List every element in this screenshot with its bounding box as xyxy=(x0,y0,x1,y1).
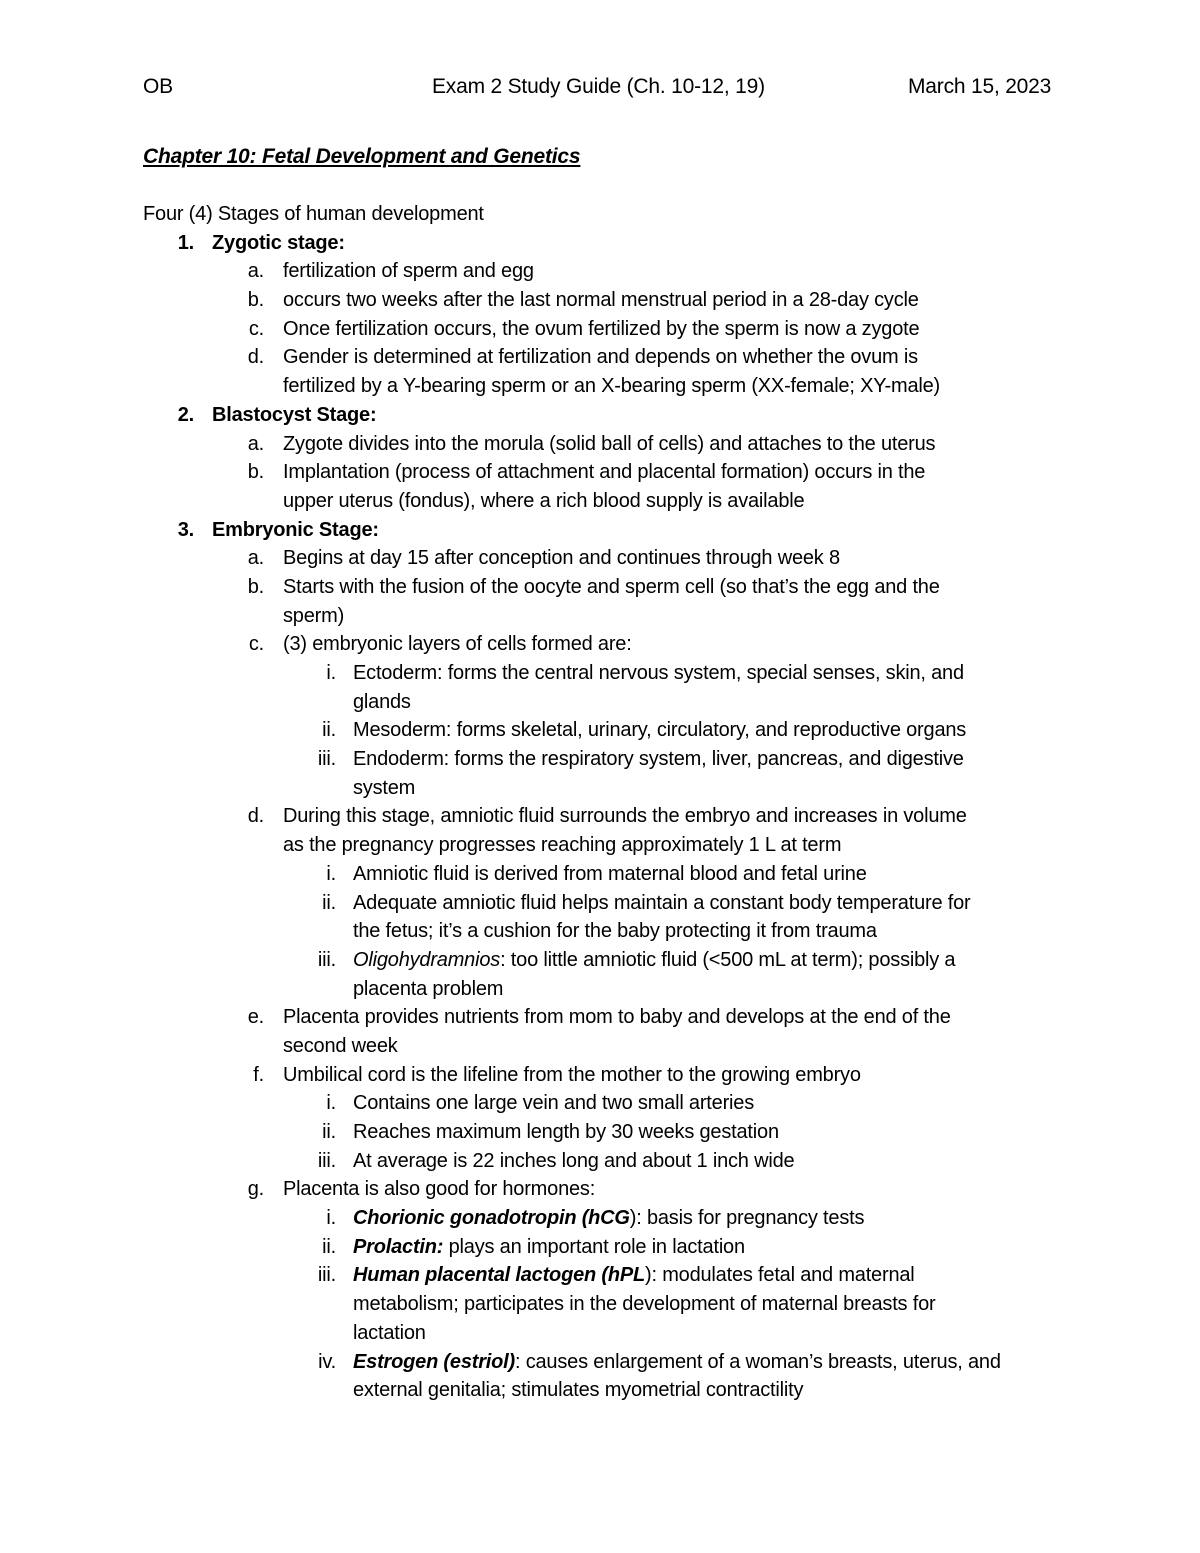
list-item-marker: b. xyxy=(247,575,264,598)
subitem-text: the fetus; it’s a cushion for the baby protecting it from trauma xyxy=(353,920,877,943)
subitem-marker: iii. xyxy=(317,1149,336,1172)
list-item-marker: f. xyxy=(253,1063,264,1086)
list-item xyxy=(0,802,1200,831)
list-item xyxy=(0,458,1200,487)
list-item xyxy=(0,315,1200,344)
subitem xyxy=(0,1233,1200,1262)
list-item-marker: c. xyxy=(248,317,264,340)
list-item-cont xyxy=(0,831,1200,860)
list-item-marker: a. xyxy=(247,260,264,283)
list-item-text: as the pregnancy progresses reaching approximately 1 L at term xyxy=(283,834,842,857)
list-item xyxy=(0,573,1200,602)
subitem-term: Estrogen (estriol) xyxy=(353,1350,515,1373)
subitem-text: Contains one large vein and two small arteries xyxy=(353,1092,755,1115)
header-course: OB xyxy=(143,75,173,98)
list-item xyxy=(0,1175,1200,1204)
subitem xyxy=(0,1118,1200,1147)
list-item-text: Umbilical cord is the lifeline from the mother to the growing embryo xyxy=(283,1063,861,1086)
subitem-text: ): basis for pregnancy tests xyxy=(629,1207,865,1230)
subitem-cont xyxy=(0,688,1200,717)
header-date: March 15, 2023 xyxy=(908,75,1052,98)
list-item-text: second week xyxy=(283,1034,398,1057)
stage-number: 3. xyxy=(177,518,194,541)
subitem-text: : causes enlargement of a woman’s breasts, uterus, and xyxy=(514,1350,1001,1373)
subitem xyxy=(0,889,1200,918)
subitem-marker: i. xyxy=(326,1207,336,1230)
subitem-marker: i. xyxy=(326,662,336,684)
list-item-marker: d. xyxy=(247,346,264,369)
subitem-cont xyxy=(0,1319,1200,1348)
subitem xyxy=(0,659,1200,688)
subitem-text: Amniotic fluid is derived from maternal blood and fetal urine xyxy=(353,862,867,885)
stage-heading xyxy=(0,401,1200,430)
stage-title: Embryonic Stage: xyxy=(212,518,379,541)
subitem-cont xyxy=(0,1290,1200,1319)
subitem xyxy=(0,1348,1200,1377)
subitem-cont xyxy=(0,774,1200,803)
subitem-text: At average is 22 inches long and about 1 inch wide xyxy=(353,1149,795,1172)
subitem-text: plays an important role in lactation xyxy=(443,1235,745,1258)
subitem xyxy=(0,1204,1200,1233)
list-item-text: During this stage, amniotic fluid surrounds the embryo and increases in volume xyxy=(283,805,967,828)
list-item-marker: b. xyxy=(247,289,264,312)
list-item-cont xyxy=(0,372,1200,401)
subitem xyxy=(0,1089,1200,1118)
list-item-text: occurs two weeks after the last normal menstrual period in a 28-day cycle xyxy=(283,289,919,312)
list-item-marker: a. xyxy=(247,432,264,455)
subitem-marker: ii. xyxy=(322,1121,336,1143)
study-outline xyxy=(0,200,1200,1405)
list-item-cont xyxy=(0,487,1200,516)
subitem-marker: i. xyxy=(326,862,336,885)
subitem-text: ): modulates fetal and maternal xyxy=(645,1264,915,1287)
subitem-marker: ii. xyxy=(322,719,336,742)
list-item xyxy=(0,1003,1200,1032)
stage-title: Blastocyst Stage: xyxy=(212,403,377,426)
list-item-text: (3) embryonic layers of cells formed are: xyxy=(283,633,632,656)
subitem-text: : too little amniotic fluid (<500 mL at term); possibly a xyxy=(500,948,956,971)
subitem-marker: iii. xyxy=(317,1264,336,1287)
list-item-text: fertilized by a Y-bearing sperm or an X-bearing sperm (XX-female; XY-male) xyxy=(283,375,940,398)
subitem-marker: ii. xyxy=(322,1235,336,1258)
subitem-text: Reaches maximum length by 30 weeks gestation xyxy=(353,1121,779,1143)
header-title: Exam 2 Study Guide (Ch. 10-12, 19) xyxy=(432,75,765,98)
list-item-text: Begins at day 15 after conception and continues through week 8 xyxy=(283,547,840,570)
subitem-term: Prolactin: xyxy=(353,1235,444,1258)
stage-number: 1. xyxy=(177,231,194,254)
subitem-text: Ectoderm: forms the central nervous system, special senses, skin, and xyxy=(353,662,964,684)
list-item-text: Placenta provides nutrients from mom to baby and develops at the end of the xyxy=(283,1006,951,1029)
list-item-marker: e. xyxy=(247,1006,264,1029)
list-item-marker: g. xyxy=(247,1178,264,1201)
subitem-text: external genitalia; stimulates myometrial contractility xyxy=(353,1379,804,1402)
list-item xyxy=(0,544,1200,573)
stage-heading xyxy=(0,229,1200,258)
stage-heading xyxy=(0,516,1200,545)
list-item-cont xyxy=(0,1032,1200,1061)
subitem-cont xyxy=(0,1376,1200,1405)
subitem-text: Endoderm: forms the respiratory system, liver, pancreas, and digestive xyxy=(353,748,964,771)
list-item-text: upper uterus (fondus), where a rich blood supply is available xyxy=(283,489,805,512)
list-item xyxy=(0,630,1200,659)
stage-title: Zygotic stage: xyxy=(212,231,345,254)
subitem-term: Human placental lactogen (hPL xyxy=(353,1264,646,1287)
subitem-marker: iv. xyxy=(318,1350,336,1373)
list-item-text: Starts with the fusion of the oocyte and sperm cell (so that’s the egg and the xyxy=(283,575,940,598)
list-item-text: Zygote divides into the morula (solid ball of cells) and attaches to the uterus xyxy=(283,432,936,455)
subitem-marker: iii. xyxy=(317,948,336,971)
list-item-text: fertilization of sperm and egg xyxy=(283,260,534,283)
subitem-marker: ii. xyxy=(322,891,336,914)
subitem-text: glands xyxy=(353,690,411,713)
chapter-title: Chapter 10: Fetal Development and Genetics xyxy=(143,145,581,168)
subitem-text: system xyxy=(353,776,416,799)
subitem-term: Chorionic gonadotropin (hCG xyxy=(353,1207,630,1230)
subitem-text: placenta problem xyxy=(353,977,504,1000)
list-item-text: Placenta is also good for hormones: xyxy=(283,1178,596,1201)
subitem-text: lactation xyxy=(353,1321,426,1344)
subitem-term: Oligohydramnios xyxy=(353,948,501,971)
list-item-cont xyxy=(0,602,1200,631)
list-item xyxy=(0,343,1200,372)
subitem-marker: i. xyxy=(326,1092,336,1115)
subitem-cont xyxy=(0,917,1200,946)
list-item xyxy=(0,286,1200,315)
list-item-text: Implantation (process of attachment and placental formation) occurs in the xyxy=(283,461,926,484)
subitem xyxy=(0,1261,1200,1290)
subitem-text: Adequate amniotic fluid helps maintain a constant body temperature for xyxy=(353,891,971,914)
list-item xyxy=(0,257,1200,286)
subitem xyxy=(0,946,1200,975)
subitem-text: Mesoderm: forms skeletal, urinary, circulatory, and reproductive organs xyxy=(353,719,967,742)
subitem xyxy=(0,716,1200,745)
subitem xyxy=(0,860,1200,889)
list-item-marker: b. xyxy=(247,461,264,484)
list-item xyxy=(0,1061,1200,1090)
subitem-cont xyxy=(0,975,1200,1004)
list-item-text: sperm) xyxy=(283,604,345,627)
list-item xyxy=(0,430,1200,459)
subitem-text: metabolism; participates in the development of maternal breasts for xyxy=(353,1293,936,1316)
subitem xyxy=(0,1147,1200,1176)
list-item-marker: c. xyxy=(248,633,264,656)
outline-intro: Four (4) Stages of human development xyxy=(143,203,484,225)
list-item-marker: a. xyxy=(247,547,264,570)
subitem xyxy=(0,745,1200,774)
list-item-marker: d. xyxy=(247,805,264,828)
subitem-marker: iii. xyxy=(317,748,336,771)
list-item-text: Once fertilization occurs, the ovum fertilized by the sperm is now a zygote xyxy=(283,317,920,340)
list-item-text: Gender is determined at fertilization and depends on whether the ovum is xyxy=(283,346,918,369)
stage-number: 2. xyxy=(177,403,194,426)
